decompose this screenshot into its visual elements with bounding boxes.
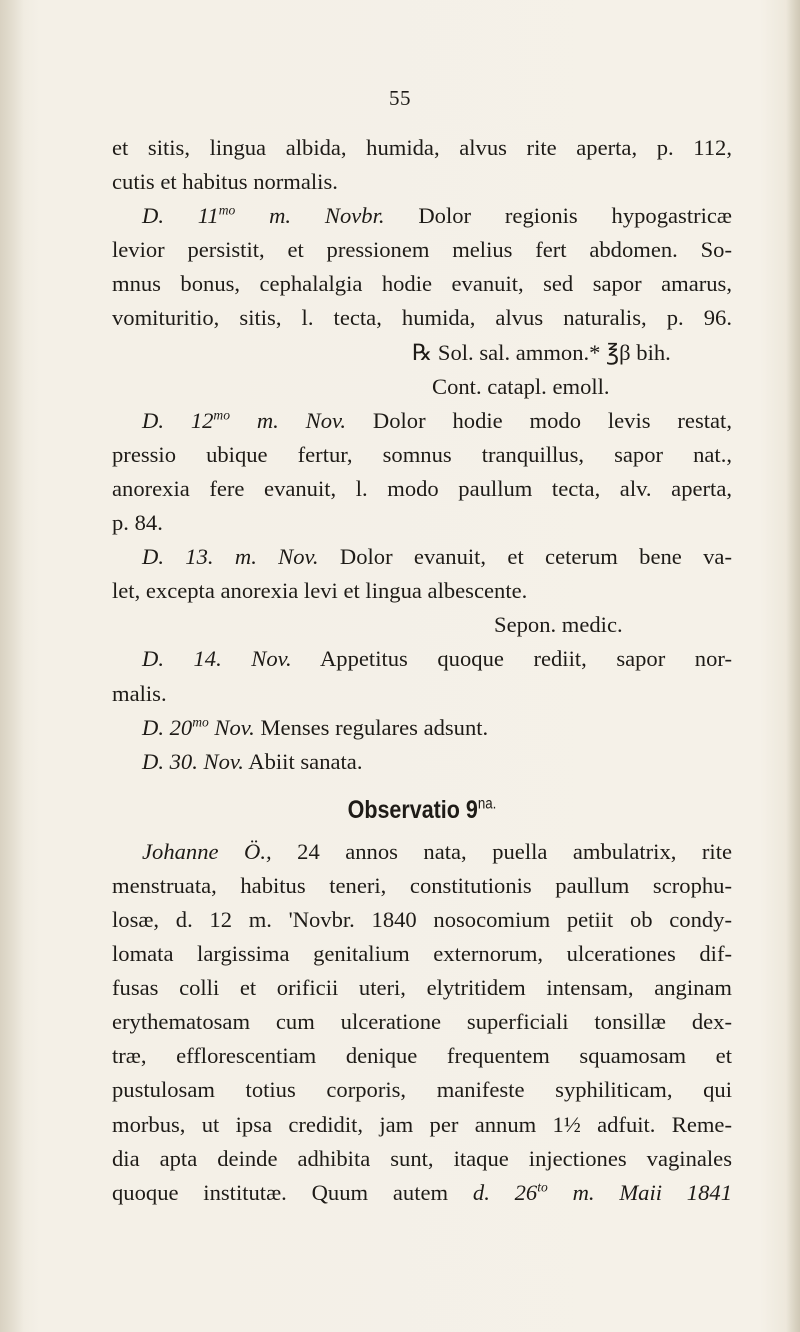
text-line: lomata largissima genitalium externorum, ulcerationes dif- — [112, 941, 732, 967]
page-number: 55 — [389, 86, 411, 110]
text-line: malis. — [112, 680, 167, 706]
prescription-line: ℞ Sol. sal. ammon.* ℥β bih. — [412, 339, 671, 365]
text-line: D. 30. Nov. Abiit sanata. — [142, 748, 363, 774]
text-line: menstruata, habitus teneri, constitutionis paullum scrophu- — [112, 872, 732, 898]
page-shadow-left — [0, 0, 24, 1332]
text-line: D. 14. Nov. Appetitus quoque rediit, sapor nor- — [142, 646, 732, 672]
text-line: p. 84. — [112, 510, 163, 536]
text-line: let, excepta anorexia levi et lingua albescente. — [112, 578, 528, 604]
text-line: D. 13. m. Nov. Dolor evanuit, et ceterum bene va- — [142, 544, 732, 570]
page-shadow-right — [786, 0, 800, 1332]
text-line: træ, efflorescentiam denique frequentem squamosam et — [112, 1043, 732, 1069]
text-line: D. $20^{mo}$ Nov. Menses regulares adsunt. — [142, 714, 489, 740]
text-line: pustulosam totius corporis, manifeste syphiliticam, qui — [112, 1077, 732, 1103]
text-line: losæ, d. 12 m. 'Novbr. 1840 nosocomium petiit ob condy- — [112, 906, 732, 932]
prescription-line: Sepon. medic. — [494, 612, 623, 638]
text-line: Johanne Ö., 24 annos nata, puella ambulatrix, rite — [142, 838, 733, 864]
text-line: dia apta deinde adhibita sunt, itaque injectiones vaginales — [112, 1145, 732, 1171]
text-line: mnus bonus, cephalalgia hodie evanuit, sed sapor amarus, — [112, 271, 732, 297]
text-line: quoque institutæ. Quum autem d. $26^{to}$ m. Maii 1841 — [112, 1179, 732, 1205]
text-line: D. $12^{mo}$ m. Nov. Dolor hodie modo levis restat, — [142, 407, 732, 433]
text-line: vomituritio, sitis, l. tecta, humida, alvus naturalis, p. 96. — [112, 305, 732, 331]
text-line: pressio ubique fertur, somnus tranquillus, sapor nat., — [112, 441, 732, 467]
body-text — [112, 131, 732, 1210]
section-heading: Observatio $9^{na.}$ — [347, 795, 497, 824]
text-line: anorexia fere evanuit, l. modo paullum tecta, alv. aperta, — [112, 475, 732, 501]
text-line: levior persistit, et pressionem melius fert abdomen. So- — [112, 237, 732, 263]
text-line: fusas colli et orificii uteri, elytritidem intensam, anginam — [112, 975, 732, 1001]
text-line: cutis et habitus normalis. — [112, 169, 338, 195]
text-line: morbus, ut ipsa credidit, jam per annum 1½ adfuit. Reme- — [112, 1111, 732, 1137]
text-line: erythematosam cum ulceratione superficiali tonsillæ dex- — [112, 1009, 732, 1035]
prescription-line: Cont. catapl. emoll. — [432, 373, 610, 399]
text-line: et sitis, lingua albida, humida, alvus rite aperta, p. 112, — [112, 135, 732, 160]
text-line: D. $11^{mo}$ m. Novbr. Dolor regionis hypogastricæ — [142, 202, 732, 229]
